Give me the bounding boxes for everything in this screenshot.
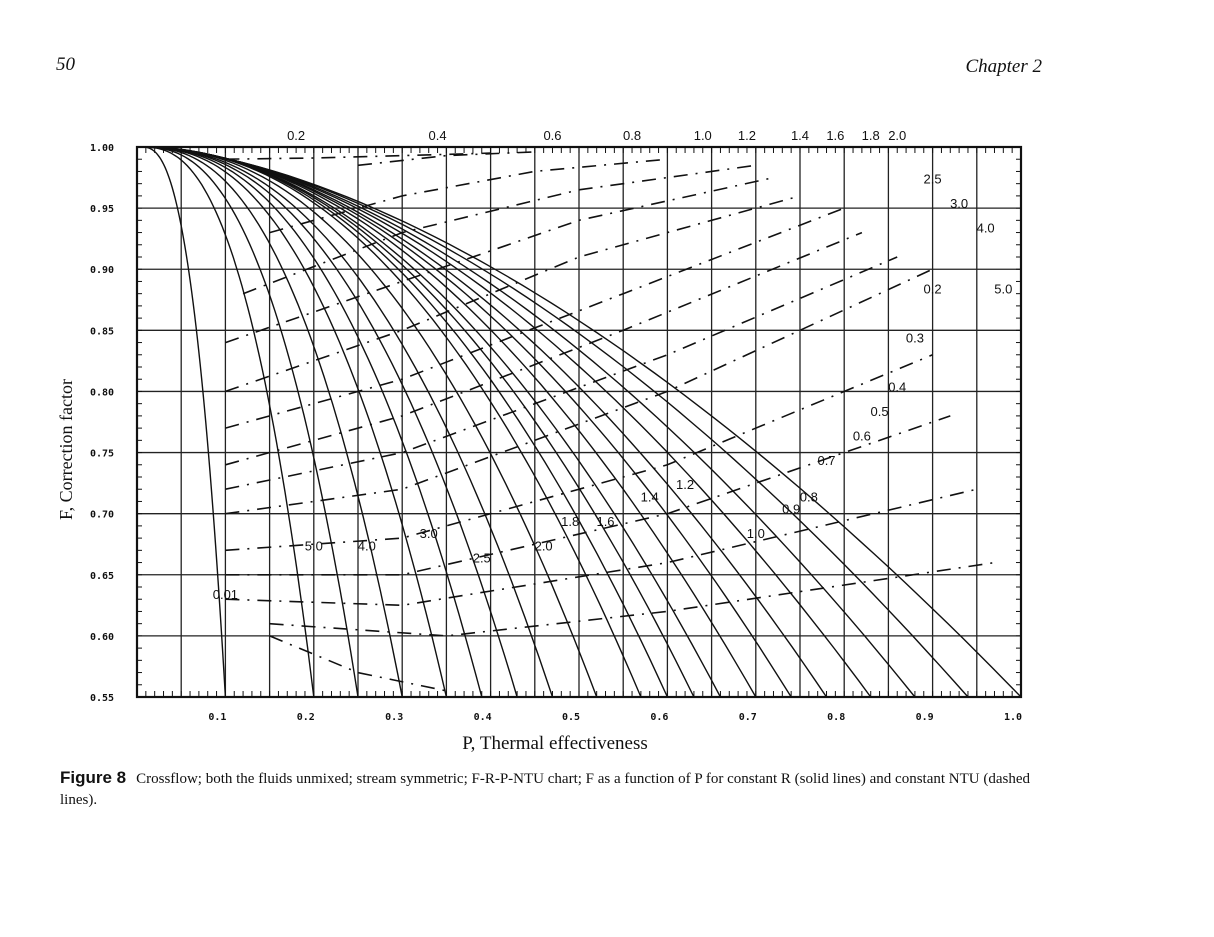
top-r-label: 0.6 bbox=[543, 128, 562, 143]
x-tick-label: 0.5 bbox=[561, 712, 581, 723]
r-curve-0-6 bbox=[141, 147, 755, 697]
inside-ntu-label: 1.8 bbox=[561, 513, 580, 529]
y-tick-label: 0.75 bbox=[90, 448, 115, 460]
inside-ntu-label: 1.6 bbox=[596, 513, 615, 529]
x-tick-label: 0.7 bbox=[738, 712, 757, 723]
ntu-curve-3-0 bbox=[225, 416, 950, 575]
right-r-label: 3.0 bbox=[950, 196, 969, 212]
top-r-label: 1.6 bbox=[826, 128, 845, 143]
right-r-label: 2.5 bbox=[923, 171, 942, 187]
ntu-curve-5-0 bbox=[270, 563, 995, 636]
x-tick-label: 0.4 bbox=[473, 712, 492, 723]
constant-ntu-curves bbox=[225, 152, 994, 691]
inside-ntu-label: 1.4 bbox=[640, 489, 659, 505]
caption-text: Crossflow; both the fluids unmixed; stream symmetric; F-R-P-NTU chart; F as a function of P for constant R (solid lines) and constant NTU (dashed lines). bbox=[60, 771, 1031, 808]
right-r-label: 5.0 bbox=[994, 281, 1013, 297]
inside-ntu-label: 2.5 bbox=[472, 550, 491, 566]
inside-r-label: 0.3 bbox=[905, 330, 924, 346]
inside-r-label: 0.4 bbox=[888, 379, 907, 395]
inside-ntu-label: 4.0 bbox=[357, 538, 376, 554]
r-curve-4-0 bbox=[141, 147, 313, 697]
constant-r-curves bbox=[141, 147, 1021, 697]
x-tick-label: 0.6 bbox=[650, 712, 669, 723]
inside-ntu-label: 1.2 bbox=[676, 477, 695, 493]
y-tick-label: 0.95 bbox=[90, 204, 115, 216]
y-tick-label: 0.65 bbox=[90, 570, 115, 582]
r-curve-1-0 bbox=[141, 147, 641, 697]
y-axis-title: F, Correction factor bbox=[56, 378, 76, 520]
inside-ntu-label: 5.0 bbox=[304, 538, 323, 554]
x-axis-title: P, Thermal effectiveness bbox=[462, 733, 648, 754]
ntu-curve-0-6 bbox=[270, 159, 668, 232]
x-tick-label: 0.3 bbox=[385, 712, 404, 723]
x-tick-label: 0.1 bbox=[208, 712, 227, 723]
ntu-curve-1-6 bbox=[225, 233, 862, 465]
ntu-curve-4-0 bbox=[225, 489, 976, 605]
x-tick-label: 1.0 bbox=[1003, 712, 1023, 723]
top-r-label: 1.0 bbox=[693, 128, 712, 143]
top-r-label: 1.8 bbox=[861, 128, 880, 143]
y-tick-label: 0.85 bbox=[90, 326, 115, 338]
inside-r-label: 0.6 bbox=[852, 428, 871, 444]
inside-r-label: 0.9 bbox=[782, 501, 801, 517]
r-curve-1-2 bbox=[141, 147, 596, 697]
r-curve-0-8 bbox=[141, 147, 694, 697]
caption-label: Figure 8 bbox=[60, 768, 127, 787]
y-tick-label: 0.70 bbox=[90, 509, 115, 521]
y-tick-label: 0.80 bbox=[90, 387, 115, 399]
top-r-label: 1.4 bbox=[790, 128, 810, 143]
r-curve-5-0 bbox=[141, 147, 225, 697]
top-r-label: 0.8 bbox=[623, 128, 642, 143]
r-curve-1-8 bbox=[141, 147, 481, 697]
right-r-label: 4.0 bbox=[976, 220, 995, 236]
ntu-curve-1-8 bbox=[225, 257, 897, 489]
x-tick-label: 0.9 bbox=[915, 712, 934, 723]
r-curve-0-3 bbox=[141, 147, 870, 697]
y-tick-label: 1.00 bbox=[90, 143, 115, 154]
chapter-label: Chapter 2 bbox=[965, 56, 1042, 77]
figure-caption bbox=[60, 767, 1040, 811]
r-curve-0-5 bbox=[141, 147, 791, 697]
top-r-label: 2.0 bbox=[888, 128, 907, 143]
top-r-label: 0.2 bbox=[287, 128, 306, 143]
r-curve-2-5 bbox=[141, 147, 402, 697]
inside-ntu-label: 3.0 bbox=[419, 526, 438, 542]
inside-ntu-label: 2.0 bbox=[534, 538, 553, 554]
x-tick-label: 0.8 bbox=[827, 712, 846, 723]
grid bbox=[137, 147, 1021, 697]
inside-r-label: 0.7 bbox=[817, 452, 836, 468]
page-number: 50 bbox=[56, 54, 75, 75]
r-curve-0-2 bbox=[141, 147, 915, 697]
ntu-curve-1-0 bbox=[225, 178, 773, 343]
y-tick-label: 0.60 bbox=[90, 631, 115, 643]
inside-r-label: 0.8 bbox=[799, 489, 818, 505]
inside-ntu-label: 0.01 bbox=[212, 587, 239, 603]
y-tick-label: 0.90 bbox=[90, 265, 115, 277]
r-curve-1-6 bbox=[141, 147, 517, 697]
inside-r-label: 0.2 bbox=[923, 281, 942, 297]
top-r-label: 1.2 bbox=[737, 128, 756, 143]
inside-r-label: 0.5 bbox=[870, 403, 889, 419]
top-r-label: 0.4 bbox=[428, 128, 447, 143]
inside-r-label: 1.0 bbox=[746, 526, 765, 542]
y-tick-label: 0.55 bbox=[90, 693, 115, 704]
x-tick-label: 0.2 bbox=[296, 712, 315, 723]
r-curve-3-0 bbox=[141, 147, 358, 697]
